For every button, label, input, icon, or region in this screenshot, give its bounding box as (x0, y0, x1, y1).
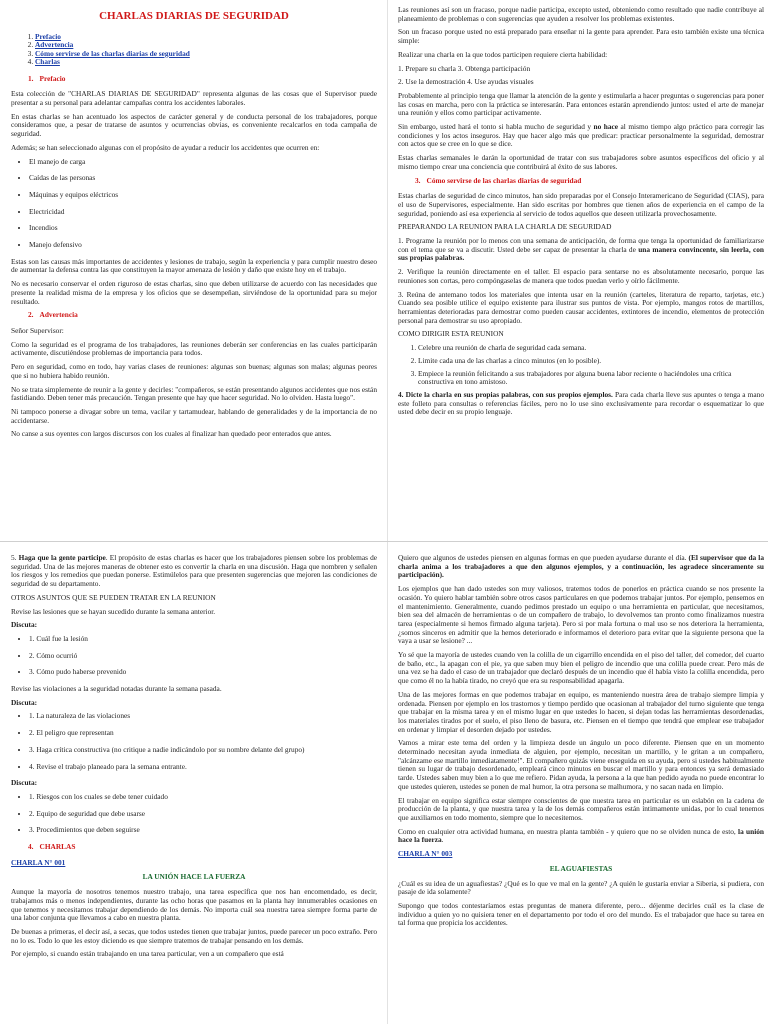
paragraph: Las reuniones así son un fracaso, porque nadie participa, excepto usted, obteniendo como resultado que nadie contribuye al planeamiento de problemas o con sugerencias que ayuden a resolver los problemas existentes. (398, 6, 764, 23)
list-item: • 1. La naturaleza de las violaciones (29, 712, 377, 721)
toc-link-como-servirse[interactable]: Cómo servirse de las charlas diarias de seguridad (35, 48, 190, 58)
text-run: 1. Programe la reunión por lo menos con una semana de anticipación, de forma que tenga la oportunidad de familiarizarse con el tema que se va a discutir. Usted debe ser capaz de presentar la charla de (398, 236, 764, 254)
section-label: CHARLAS (39, 842, 76, 852)
paragraph: Estas charlas semanales le darán la oportunidad de tratar con sus trabajadores sobre asuntos específicos del oficio y al mismo tiempo crear una conciencia que contribuirá al éxito de sus labores. (398, 153, 764, 171)
toc-item[interactable] (35, 50, 377, 58)
paragraph (398, 123, 764, 149)
paragraph: No canse a sus oyentes con largos discursos con los cuales al finalizar han quedado peor enterados que antes. (11, 429, 332, 439)
text-run: al mismo tiempo algo práctico para corregir las condiciones y los actos inseguros. Hay que hacer algo más que predicar: practicar personalmente la seguridad, demostrar con actos que se cree en lo que se dice. (398, 122, 764, 149)
text-run-bold: 4. Dicte la charla en sus propias palabras, con sus propios ejemplos. (398, 389, 613, 399)
paragraph: 2. Verifique la reunión directamente en el taller. El espacio para sentarse no es absolutamente necesario, porque las reuniones son cortas, pero compóngaselas de manera que todos puedan verlo y oírlo fácilmente. (398, 267, 764, 285)
list-item: 3. Empiece la reunión felicitando a sus trabajadores por alguna buena labor reciente o haciéndoles una crítica constructiva en tono amistoso. (418, 370, 764, 387)
section-heading-advertencia (28, 311, 377, 320)
text-run-bold: la unión hace la fuerza (398, 826, 764, 845)
paragraph (398, 828, 764, 845)
toc-item[interactable] (35, 58, 377, 66)
paragraph: De buenas a primeras, el decir así, a secas, que todos ustedes tienen que trabajar juntos, puede parecer un poco extraño. Pero no lo es. Todo lo que les estoy diciendo es que siempre tratemos de trabajar pensando en los demás. (11, 926, 377, 945)
list-item: • 3. Haga crítica constructiva (no critique a nadie indicándolo por su nombre delante del grupo) (29, 746, 377, 755)
charla-title: EL AGUAFIESTAS (549, 863, 613, 873)
paragraph (398, 554, 764, 580)
list-item: • Caídas de las personas (29, 174, 377, 183)
section-heading-prefacio (28, 75, 377, 84)
toc-link-advertencia[interactable]: Advertencia (35, 40, 74, 50)
paragraph: Revise las lesiones que se hayan sucedido durante la semana anterior. (11, 606, 216, 616)
list-item: • Máquinas y equipos eléctricos (29, 191, 377, 200)
list-item: • 1. Riesgos con los cuales se debe tener cuidado (29, 793, 377, 802)
paragraph: Ni tampoco ponerse a divagar sobre un tema, vacilar y tartamudear, hablando de generalidades y de la importancia de no accidentarse. (11, 406, 377, 425)
paragraph: Además; se han seleccionado algunas con el propósito de ayudar a reducir los accidentes que ocurren en: (11, 142, 320, 152)
paragraph: Realizar una charla en la que todos participen requiere cierta habilidad: (398, 49, 608, 59)
discuss-label: Discuta: (11, 778, 38, 788)
paragraph (11, 554, 377, 589)
text-run: Para cada charla lleve sus apuntes o tenga a mano este folleto para consultas o referencias fáciles, pero no lo use sino exclusivamente para recordar o esquematizar lo que usted debe decir en su propio lenguaje. (398, 389, 764, 417)
document-title: CHARLAS DIARIAS DE SEGURIDAD (99, 10, 289, 22)
paragraph: Los ejemplos que han dado ustedes son muy valiosos, tratemos todos de ponerlos en práctica cuando se nos presente la ocasión. Yo quiero hablar también sobre otros casos particulares en que podemos trabajar juntos. Por ejemplo, pensemos en el mantenimiento. Generalmente, cuando pedimos prestado un equipo o una herramienta en particular, que necesitamos, bien sea del almacén de herramientas o de un compañero de trabajo, lo devolvemos tan pronto como finalizamos nuestra tarea (especialmente si hemos firmado alguna tarjeta). Pero si por mala fortuna o mal uso se nos deteriora la herramienta, ¿somos sinceros en admitir que la hemos deteriorado e informamos el deterioro para evitar que la siguiente persona que la vaya a usar se lesione? ... (398, 584, 764, 646)
section-heading-como-servirse (415, 177, 764, 186)
list-item: • 2. Cómo ocurrió (29, 652, 377, 661)
column-divider (387, 0, 388, 1024)
text-run-bold: Haga que la gente participe (18, 554, 106, 562)
paragraph (398, 237, 764, 263)
list-item: 2. Limite cada una de las charlas a cinco minutos (en lo posible). (418, 357, 764, 366)
discuss-list-2 (11, 712, 377, 771)
section-label: Cómo servirse de las charlas diarias de seguridad (426, 175, 582, 185)
toc-link-charlas[interactable]: Charlas (35, 57, 60, 67)
table-of-contents (11, 33, 377, 67)
paragraph: Vamos a mirar este tema del orden y la limpieza desde un ángulo un poco diferente. Piensen que en un momento determinado necesitan ayuda inmediata de alguien, por ejemplo, necesitan un martillo, y le gritan a un compañero, "alcánzame ese martillo inmediatamente!". El compañero quizás viene enseguida en su ayuda, pero si ustedes habitualmente tienen su lugar de trabajo desordenado, empleará cinco minutos en buscar el martillo y para entonces ya será demasiado tarde. Ustedes saben muy bien a lo que me refiero. Pidan ayuda, la persona a la que han pedido ayuda no puede encontrar lo que ustedes quieren, ustedes se ponen de mal humor, la otra persona se malhumora, y no sacan nada en limpio. (398, 738, 764, 791)
section-number: 4. (28, 842, 34, 852)
list-item: • El manejo de carga (29, 158, 377, 167)
column-3 (11, 554, 377, 1022)
text-run: Como en cualquier otra actividad humana, en nuestra planta también - y quiero que no se olviden nunca de esto, (398, 826, 739, 836)
subheading: COMO DIRIGIR ESTA REUNION (398, 329, 504, 339)
paragraph: 2. Use la demostración 4. Use ayudas visuales (398, 77, 534, 87)
section-label: Prefacio (39, 73, 66, 83)
section-number: 3. (415, 175, 421, 185)
text-run: . (441, 835, 444, 845)
charla-number-heading[interactable]: CHARLA N° 001 (11, 857, 66, 867)
paragraph: Señor Supervisor: (11, 325, 64, 335)
charla-title: LA UNIÓN HACE LA FUERZA (142, 872, 246, 882)
toc-item[interactable] (35, 33, 377, 41)
subheading: PREPARANDO LA REUNION PARA LA CHARLA DE SEGURIDAD (398, 222, 612, 232)
list-item: • Incendios (29, 224, 377, 233)
column-4 (398, 554, 764, 1022)
accident-causes-list (11, 158, 377, 250)
paragraph: No se trata simplemente de reunir a la gente y decirles: "compañeros, se están presentando algunos accidentes que nos están fastidiando. Deben tener más precaución. Tengan presente que hay que hacer seguridad. No lo olviden. Hasta luego". (11, 384, 377, 403)
paragraph: 1. Prepare su charla 3. Obtenga participación (398, 63, 531, 73)
paragraph: No es necesario conservar el orden riguroso de estas charlas, sino que deben utilizarse de acuerdo con las necesidades que presente la realidad misma de la empresa y los oficios que se desempeñan, sirviéndose de la oportunidad para su mejor resultado. (11, 279, 377, 306)
paragraph: Por ejemplo, si cuando están trabajando en una tarea particular, ven a un compañero que está (11, 949, 284, 959)
paragraph: Aunque la mayoría de nosotros tenemos nuestro trabajo, una tarea específica que nos han encomendado, es decir, trabajamos más o menos independientes, durante las ocho horas que pasamos en la planta hay innumerables ocasiones en que tenemos y necesitamos trabajar dependiendo de los demás. No importa cuál sea nuestra tarea siempre forma parte de una labor conjunta que llevamos a cabo en nuestra planta. (11, 887, 377, 923)
list-item: • 3. Cómo pudo haberse prevenido (29, 668, 377, 677)
paragraph: Estas son las causas más importantes de accidentes y lesiones de trabajo, según la experiencia y para cumplir nuestro deseo de aumentar la defensa contra las que constituyen la mayor amenaza de lesión y daño que existe hoy en el trabajo. (11, 256, 377, 275)
paragraph: Son un fracaso porque usted no está preparado para enseñar ni la gente para aprender. Para esto también existe una técnica simple: (398, 27, 764, 46)
section-number: 2. (28, 310, 34, 320)
toc-link-prefacio[interactable]: Prefacio (35, 32, 61, 41)
discuss-list-1 (11, 635, 377, 677)
list-item: • 2. Equipo de seguridad que debe usarse (29, 810, 377, 819)
list-item: • 2. El peligro que representan (29, 729, 377, 738)
paragraph: Una de las mejores formas en que podemos trabajar en equipo, es manteniendo nuestra área de trabajo siempre limpia y ordenada. Piensen por ejemplo en los trastornos y tiempo perdido que ocasionan al trabajador del turno siguiente que tenga que trabajar en la misma tarea y en el mismo lugar en que ustedes lo hacen, si dejan todas las herramientas desordenadas, los materiales tirados por el suelo, el piso lleno de basura, etc. Piensen en el tiempo que tendrá que emplear ese trabajador en ordenar y limpiar el desorden dejado por ustedes. (398, 689, 764, 734)
paragraph: Yo sé que la mayoría de ustedes cuando ven la colilla de un cigarrillo encendida en el piso del taller, del comedor, del cuarto de baño, etc., la apagan con el pie, ya que saben muy bien el peligro de incendio que una colilla puede crear. Pero más de una vez se ha dado el caso de un trabajador que declaró después de un incendio que él había visto la colilla encendida, pero que como él no la había tirado, no creyó que era su responsabilidad apagarla. (398, 650, 764, 686)
charla-number-heading[interactable]: CHARLA N° 003 (398, 849, 453, 859)
paragraph: Revise las violaciones a la seguridad notadas durante la semana pasada. (11, 684, 222, 694)
paragraph: El trabajar en equipo significa estar siempre conscientes de que nuestra tarea en particular es un eslabón en la cadena de producción de la planta, y que nuestra tarea y la de los demás compañeros están íntimamente unidas, por lo cual tenemos que auxiliarnos en todo momento, siempre que lo necesitemos. (398, 795, 764, 822)
paragraph: Estas charlas de seguridad de cinco minutos, han sido preparadas por el Consejo Interamericano de Seguridad (CIAS), para el uso de Supervisores, especialmente. Han sido escritas por hombres que tienen años de experiencia en el campo de la seguridad, poniendo así esa experiencia al servicio de todos aquellos que deseen utilizarla provechosamente. (398, 191, 764, 218)
list-item: • 4. Revise el trabajo planeado para la semana entrante. (29, 763, 377, 772)
discuss-list-3 (11, 793, 377, 835)
paragraph: Probablemente al principio tenga que llamar la atención de la gente y estimularla a hacer preguntas o sugerencias para poner las cosas en marcha, pero con la práctica se interesarán. Para entonces estarán aprendiendo juntos: usted el arte de manejar una reunión y ellos como participar activamente. (398, 90, 764, 118)
section-heading-charlas (28, 843, 377, 852)
text-run: . El propósito de estas charlas es hacer que los trabajadores piensen sobre los problemas de seguridad. Una de las mejores maneras de obtener esto es convertir la charla en una discusión. Haga que nombren y señalen los riesgos y los remedios que puedan ponerse. Estimúlelos para que presenten sugerencias que mejoren las condiciones de seguridad de su departamento. (11, 554, 377, 589)
list-item: • 3. Procedimientos que deben seguirse (29, 826, 377, 835)
section-label: Advertencia (39, 310, 78, 320)
paragraph: Pero en seguridad, como en todo, hay varias clases de reuniones: algunas son buenas; algunas son malas; algunas peores que si no hubiera habido reunión. (11, 362, 377, 380)
column-2 (398, 6, 764, 556)
paragraph: Como la seguridad es el programa de los trabajadores, las reuniones deberán ser conferencias en las cuales participarán activamente, discutiéndose problemas de importancia para todos. (11, 339, 377, 358)
text-run-bold: una manera convincente, sin leerla, con sus propias palabras. (398, 244, 764, 263)
section-number: 1. (28, 73, 34, 83)
paragraph: ¿Cuál es su idea de un aguafiestas? ¿Qué es lo que ve mal en la gente? ¿A quién le gustaría enviar a Siberia, si pudiera, con pasaje de ida solamente? (398, 878, 764, 897)
text-run-bold: no hace (593, 122, 619, 132)
subheading: OTROS ASUNTOS QUE SE PUEDEN TRATAR EN LA REUNION (11, 592, 216, 602)
list-item: • Electricidad (29, 208, 377, 217)
paragraph: En estas charlas se han acentuado los aspectos de carácter general y de conducta personal de los trabajadores, porque consideramos que, a pesar de tratarse de asuntos y ocurrencias obvias, es conveniente recalcarlos en toda campaña de seguridad. (11, 111, 377, 139)
discuss-label: Discuta: (11, 697, 38, 707)
paragraph (398, 391, 764, 417)
list-item: 1. Celebre una reunión de charla de seguridad cada semana. (418, 344, 764, 353)
paragraph: Supongo que todos contestaríamos estas preguntas de manera diferente, pero... déjenme decirles cuál es la clase de individuo a quien yo no quisiera tener en el departamento por todo el oro del mundo. Es el trabajador que hace su tarea en tal forma que propicia los accidentes. (398, 900, 764, 928)
text-run-bold: (El supervisor que da la charla anima a los trabajadores a que den algunos ejemplos, y a continuación, les agradece sinceramente su participación). (398, 554, 764, 580)
text-run: Sin embargo, usted hará el tonto si habla mucho de seguridad y (398, 122, 594, 132)
text-run: Quiero que algunos de ustedes piensen en algunas formas en que pueden ayudarse durante el día. (398, 554, 689, 562)
list-item: • Manejo defensivo (29, 241, 377, 250)
text-run: 5. (11, 554, 19, 562)
discuss-label: Discuta: (11, 620, 38, 630)
paragraph: 3. Reúna de antemano todos los materiales que intenta usar en la reunión (carteles, literatura de reparto, tarjetas, etc.) Cuando sea posible utilice el equipo existente para ilustrar sus puntos de vista. Por ejemplo, mangos rotos de martillos, herramientas deterioradas para demostrar como pueden causar accidentes, extintores de incendio, elementos de protección personal para demostrar su uso apropiado. (398, 289, 764, 325)
meeting-steps-list (398, 344, 764, 387)
list-item: • 1. Cuál fue la lesión (29, 635, 377, 644)
column-1 (11, 6, 377, 556)
paragraph: Esta colección de "CHARLAS DIARIAS DE SEGURIDAD" representa algunas de las cosas que el Supervisor puede presentar a su personal para adelantar campañas contra los accidentes laborales. (11, 89, 377, 108)
